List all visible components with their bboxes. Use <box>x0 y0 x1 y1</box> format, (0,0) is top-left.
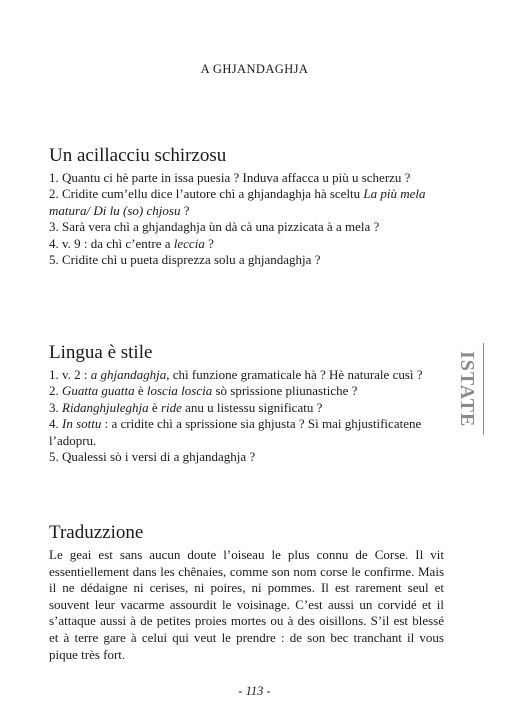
section-un-acillacciu-schirzosu <box>49 145 444 268</box>
quoted-verse: La più mela matura/ Di lu (so) chjosu <box>49 186 426 218</box>
question-item: 3. Ridanghjuleghja è ride anu u listessu significatu ? <box>49 399 323 415</box>
page-number: - 113 - <box>238 684 271 698</box>
quoted-word: loscia loscia <box>146 383 213 399</box>
question-item: 1. Quantu ci hè parte in issa puesia ? Induva affacca u più u scherzu ? <box>49 170 411 185</box>
side-tab <box>454 343 488 435</box>
section-heading: Un acillacciu schirzosu <box>49 145 227 166</box>
section-heading: Traduzzione <box>49 522 144 543</box>
section-traduzzione <box>49 522 444 663</box>
question-list <box>49 367 444 465</box>
quoted-word: Guatta guatta <box>62 383 135 399</box>
question-item: 4. v. 9 : da chì c’entre a leccia ? <box>49 235 214 251</box>
question-item: 2. Cridite cum’ellu dice l’autore chì a ghjandaghja hà sceltu La più mela matura/ Di lu (so) chjosu ? <box>49 186 426 218</box>
side-tab-label: ISTATE <box>456 350 478 428</box>
side-tab-rule <box>483 343 484 435</box>
quoted-word: Ridanghjuleghja <box>62 399 149 415</box>
question-item: 5. Qualessi sò i versi di a ghjandaghja ? <box>49 449 256 465</box>
question-item: 5. Cridite chì u pueta disprezza solu a ghjandaghja ? <box>49 252 321 268</box>
question-item: 1. v. 2 : a ghjandaghja, chì funzione gramaticale hà ? Hè naturale cusì ? <box>49 367 423 382</box>
question-list <box>49 170 444 268</box>
question-item: 4. In sottu : a cridite chì a sprissione sia ghjusta ? Sì mai ghjustificatene l’adopru. <box>49 416 422 448</box>
quoted-word: ride <box>160 399 182 415</box>
question-item: 2. Guatta guatta è loscia loscia sò sprissione pliunastiche ? <box>49 383 358 399</box>
section-lingua-e-stile <box>49 342 444 465</box>
translation-paragraph: Le geai est sans aucun doute l’oiseau le plus connu de Corse. Il vit essentiellement dans les chênaies, comme son nom corse le confirme. Mais il ne dédaigne ni cerises, ni poires, ni pommes. Il est rarement seul et souvent leur vacarme assourdit le voisinage. C’est aussi un corvidé et il s’attaque aussi à de petites proies mortes ou à des oisillons. S’il est blessé et à terre gare à celui qui veut le prendre : de son bec tranchant il vous pique très fort. <box>49 547 444 662</box>
quoted-word: leccia <box>173 235 205 251</box>
section-heading: Lingua è stile <box>49 342 153 363</box>
quoted-word: In sottu <box>62 416 102 432</box>
running-title: A GHJANDAGHJA <box>200 62 309 76</box>
quoted-word: a ghjandaghja <box>90 367 167 382</box>
question-item: 3. Sarà vera chì a ghjandaghja ùn dà cà una pizzicata à a mela ? <box>49 219 380 235</box>
